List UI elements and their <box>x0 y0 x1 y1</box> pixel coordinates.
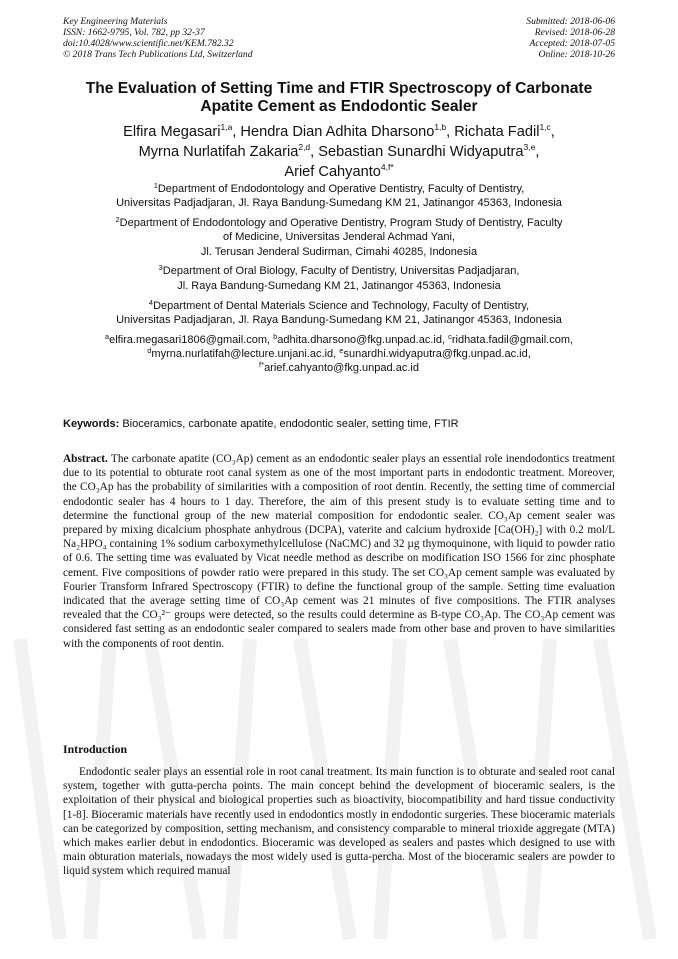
affiliation-line: of Medicine, Universitas Jenderal Achmad Yani, <box>223 231 455 244</box>
affiliation-line: Universitas Padjadjaran, Jl. Raya Bandung-Sumedang KM 21, Jatinangor 45363, Indonesia <box>116 197 562 210</box>
author-sup: 1,b <box>434 122 447 132</box>
affiliation-sup: 4 <box>148 297 154 307</box>
affiliation-4 <box>63 299 615 328</box>
author-sup: 1,c <box>539 122 551 132</box>
accepted-date: Accepted: 2018-07-05 <box>529 38 615 49</box>
email-f[interactable]: arief.cahyanto@fkg.unpad.ac.id <box>264 362 419 375</box>
doi: doi:10.4028/www.scientific.net/KEM.782.32 <box>63 38 234 49</box>
affiliation-sup: 3 <box>158 263 163 273</box>
abstract-label: Abstract. <box>63 453 108 465</box>
affiliation-line: Universitas Padjadjaran, Jl. Raya Bandung-Sumedang KM 21, Jatinangor 45363, Indonesia <box>116 313 562 326</box>
email-d[interactable]: myrna.nurlatifah@lecture.unjani.ac.id <box>151 347 334 360</box>
keywords-text: Bioceramics, carbonate apatite, endodontic sealer, setting time, FTIR <box>122 418 459 430</box>
author-name: Elfira Megasari <box>123 124 221 140</box>
introduction-heading: Introduction <box>63 742 128 756</box>
email-sup: f* <box>259 360 265 370</box>
author-name: Richata Fadil <box>454 124 540 140</box>
author-separator: , <box>232 124 241 140</box>
author-sup: 4,f* <box>380 162 394 172</box>
copyright: © 2018 Trans Tech Publications Ltd, Switzerland <box>63 49 253 60</box>
affiliation-sup: 2 <box>115 215 120 225</box>
dates-info <box>526 16 615 60</box>
paper-title <box>60 80 618 116</box>
affiliation-3 <box>63 264 615 293</box>
abstract-text: The carbonate apatite (CO₃Ap) cement as an endodontic sealer plays an essential role inendodontics treatment due to its potential to obturate root canal system as one of the most important parts in endodontic treatment. Moreover, the CO₃Ap has the probability of similarities with a composition of root dentin. Recently, the setting time of commercial endodontic sealer has 4 hours to 1 day. Therefore, the aim of this present study is to evaluate setting time and to determine the functional group of the new material composition for endodontic sealer. CO₃Ap cement sealer was prepared by mixing dicalcium phosphate anhydrous (DCPA), vaterite and calcium hydroxide [Ca(OH)₂] with 0.2 mol/L Na₂HPO₄ containing 1% sodium carboxymethylcellulose (NaCMC) and 32 µg thymoquinone, with liquid to powder ratio of 0.6. The setting time was evaluated by Vicat needle method as describe on modification ISO 1566 for zinc phosphate cement. Five compositions of powder ratio were prepared in this study. The set CO₃Ap cement sample was evaluated by Fourier Transform Infrared Spectroscopy (FTIR) to define the functional group of the sample. Setting time evaluation indicated that the average setting time of CO₃Ap cement was 21 minutes of five compositions. The FTIR analyses revealed that the CO₃²⁻ groups were detected, so the results could determine as B-type CO₃Ap. The CO₃Ap cement was considered fast setting as an endodontic sealer compared to sealers made from other base and proven to have similarities with the components of root dentin. <box>63 453 616 650</box>
keywords-label: Keywords: <box>63 418 120 430</box>
affiliation-line: Department of Endodontology and Operative Dentistry, Faculty of Dentistry, <box>157 183 525 195</box>
affiliation-line: Jl. Terusan Jenderal Sudirman, Cimahi 40285, Indonesia <box>200 245 478 258</box>
journal-info <box>63 16 253 60</box>
email-a[interactable]: elfira.megasari1806@gmail.com <box>109 333 267 346</box>
affiliation-line: Jl. Raya Bandung-Sumedang KM 21, Jatinangor 45363, Indonesia <box>177 279 501 292</box>
keywords <box>63 417 615 431</box>
affiliation-line: Department of Endodontology and Operative Dentistry, Program Study of Dentistry, Faculty <box>119 217 563 230</box>
author-separator: , <box>310 144 319 160</box>
author-sup: 2,d <box>298 142 311 152</box>
author-separator: , <box>535 144 540 160</box>
affiliation-1 <box>63 182 615 211</box>
submitted-date: Submitted: 2018-06-06 <box>526 16 615 27</box>
author-name: Myrna Nurlatifah Zakaria <box>138 144 299 160</box>
affiliation-line: Department of Oral Biology, Faculty of Dentistry, Universitas Padjadjaran, <box>162 265 520 278</box>
author-separator: , <box>446 124 455 140</box>
affiliation-2 <box>63 216 615 259</box>
page-header <box>63 16 615 60</box>
issn: ISSN: 1662-9795, Vol. 782, pp 32-37 <box>63 27 205 38</box>
author-name: Hendra Dian Adhita Dharsono <box>240 124 435 140</box>
email-sup: c <box>448 331 452 341</box>
revised-date: Revised: 2018-06-28 <box>534 27 615 38</box>
online-date: Online: 2018-10-26 <box>538 49 615 60</box>
affiliation-line: Department of Dental Materials Science and Technology, Faculty of Dentistry, <box>153 299 530 312</box>
affiliations <box>63 182 615 381</box>
title-line-1: The Evaluation of Setting Time and FTIR Spectroscopy of Carbonate <box>85 80 593 97</box>
title-line-2: Apatite Cement as Endodontic Sealer <box>200 98 478 115</box>
email-b[interactable]: adhita.dharsono@fkg.unpad.ac.id <box>277 333 442 346</box>
journal-name: Key Engineering Materials <box>63 16 168 27</box>
email-e[interactable]: sunardhi.widyaputra@fkg.unpad.ac.id <box>343 347 528 360</box>
email-sup: e <box>339 345 344 355</box>
author-name: Sebastian Sunardhi Widyaputra <box>318 144 524 160</box>
abstract <box>63 452 615 651</box>
author-sup: 3,e <box>523 142 536 152</box>
affiliation-sup: 1 <box>153 181 158 190</box>
author-name: Arief Cahyanto <box>284 164 381 180</box>
introduction-text: Endodontic sealer plays an essential role in root canal treatment. Its main function is to obturate and sealed root canal system, together with gutta-percha points. The main concept behind the development of bioceramic sealers, is the exploitation of their physical and biological properties such as bioactivity, biocompatibility and hard tissue conductivity [1-8]. Bioceramic materials have recently used in endodontics mostly in endodontic surgeries. These bioceramic materials can be categorized by composition, setting mechanism, and consistency comparable to mineral trioxide aggregate (MTA) which makes earlier debut in endodontics. Bioceramic was developed as sealers and pastes which designed to use with main obturation materials, nowadays the most widely used is gutta-percha. Most of the bioceramic sealers are powder to liquid system which required manual <box>63 766 615 878</box>
email-list: $^a$elfira.megasari1806@gmail.com, $^b$adhita.dharsono@fkg.unpad.ac.id, $^c$ridhata.fadil@gmail.com, $^d$myrna.nurlatifah@lecture.unjani.ac.id, $^e$sunardhi.widyaputra@fkg.unpad.ac.id, $^{f*}$arief.cahyanto@fkg.unpad.ac.id <box>104 331 574 375</box>
author-list <box>50 122 628 182</box>
email-c[interactable]: ridhata.fadil@gmail.com <box>451 333 571 346</box>
email-sup: a <box>104 331 110 341</box>
email-sup: d <box>147 345 152 355</box>
email-sup: b <box>273 331 278 341</box>
author-separator: , <box>550 124 555 140</box>
author-sup: 1,a <box>220 122 233 132</box>
